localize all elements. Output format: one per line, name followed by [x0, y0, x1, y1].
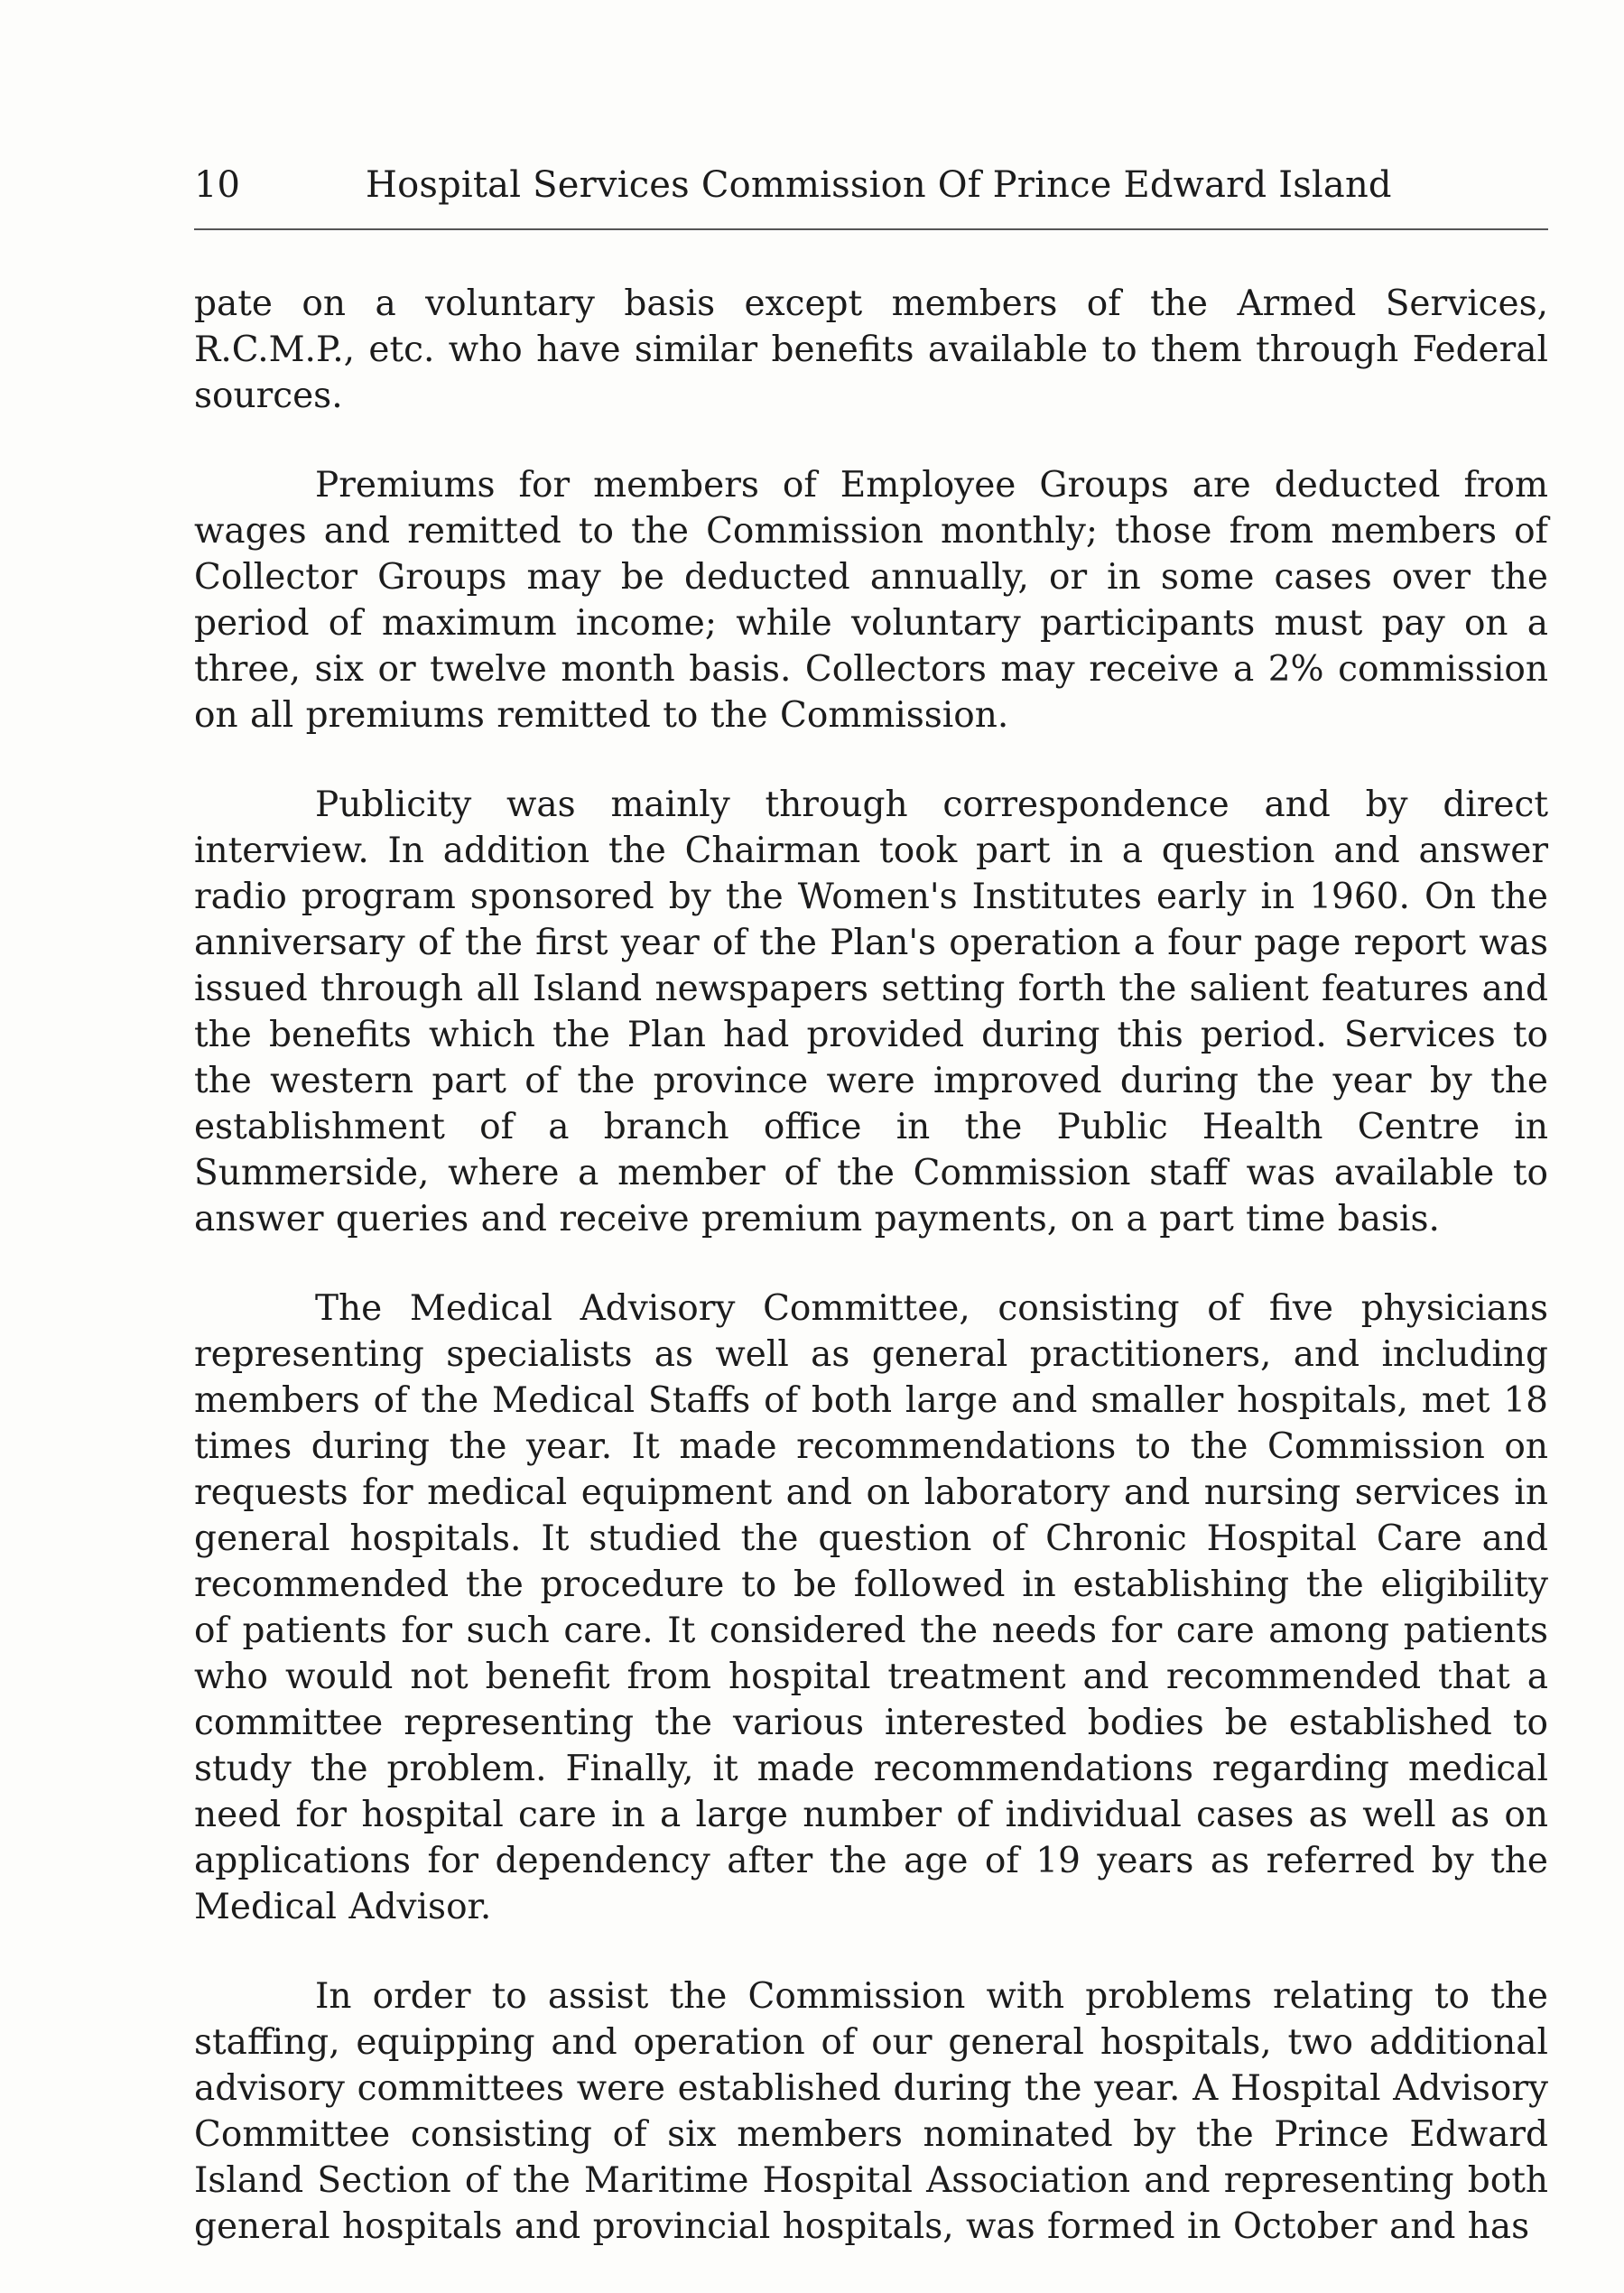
paragraph-medical-advisory-committee: The Medical Advisory Committee, consisting of five physicians representing specialists as well as general practitioners, and including members of the Medical Staffs of both large and smaller hospitals, met 18 times during the year. It made recommendations to the Commission on requests for medical equipment and on laboratory and nursing services in general hospitals. It studied the question of Chronic Hospital Care and recommended the procedure to be followed in establishing the eligibility of patients for such care. It considered the needs for care among patients who would not benefit from hospital treatment and recommended that a committee representing the various interested bodies be established to study the problem. Finally, it made recommendations regarding medical need for hospital care in a large number of individual cases as well as on applications for dependency after the age of 19 years as referred by the Medical Advisor.: [194, 1288, 1548, 1927]
header-title: Hospital Services Commission Of Prince Edward Island: [366, 164, 1392, 206]
paragraph-hospital-advisory-committee: In order to assist the Commission with problems relating to the staffing, equipping and operation of our general hospitals, two additional advisory committees were established during the year. A Hospital Advisory Committee consisting of six members nominated by the Prince Edward Island Section of the Maritime Hospital Association and representing both general hospitals and provincial hospitals, was formed in October and has: [194, 1976, 1548, 2247]
header-rule: [194, 228, 1548, 230]
paragraph-continuation: pate on a voluntary basis except members of the Armed Services, R.C.M.P., etc. who have similar benefits available to them through Federal sources.: [194, 283, 1548, 416]
running-header: [194, 149, 1548, 221]
paragraph-premiums: Premiums for members of Employee Groups are deducted from wages and remitted to the Commission monthly; those from members of Collector Groups may be deducted annually, or in some cases over the period of maximum income; while voluntary participants must pay on a three, six or twelve month basis. Collectors may receive a 2% commission on all premiums remitted to the Commission.: [194, 465, 1548, 736]
body-text: [194, 281, 1548, 2250]
document-page: [194, 149, 1548, 2293]
paragraph-publicity: Publicity was mainly through correspondence and by direct interview. In addition the Chairman took part in a question and answer radio program sponsored by the Women's Institutes early in 1960. On the anniversary of the first year of the Plan's operation a four page report was issued through all Island newspapers setting forth the salient features and the benefits which the Plan had provided during this period. Services to the western part of the province were improved during the year by the establishment of a branch office in the Public Health Centre in Summerside, where a member of the Commission staff was available to answer queries and receive premium payments, on a part time basis.: [194, 784, 1548, 1239]
page-number: 10: [194, 164, 240, 206]
